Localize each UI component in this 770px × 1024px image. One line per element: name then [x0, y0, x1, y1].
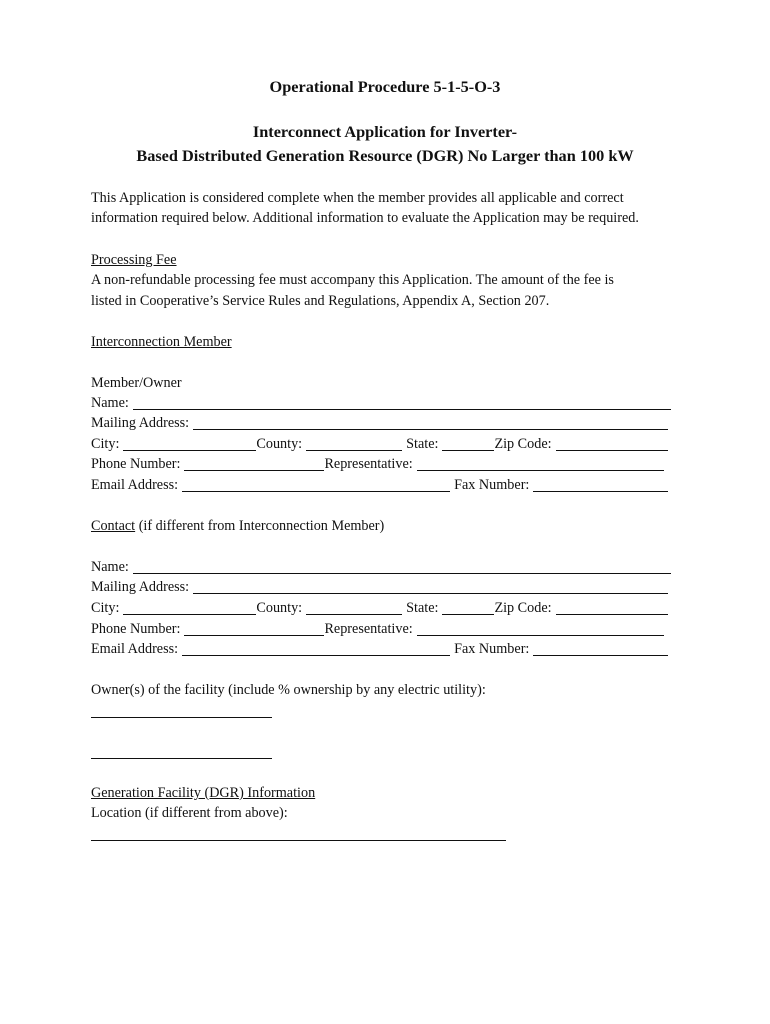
member-representative-field[interactable] — [417, 456, 664, 471]
contact-phone-field[interactable] — [184, 621, 324, 636]
representative-label: Representative: — [324, 621, 413, 637]
location-label: Location (if different from above): — [91, 805, 288, 821]
owner-field-2[interactable] — [91, 758, 272, 759]
contact-phone-row — [91, 619, 671, 639]
title-line-2: Based Distributed Generation Resource (DGR) No Larger than 100 kW — [136, 146, 634, 165]
email-label: Email Address: — [91, 641, 179, 657]
member-mailing-address-field[interactable] — [193, 415, 668, 430]
owner-field-1[interactable] — [91, 717, 272, 718]
contact-representative-field[interactable] — [417, 621, 664, 636]
county-label: County: — [256, 600, 303, 616]
member-owner-subheading: Member/Owner — [91, 375, 182, 391]
owners-label: Owner(s) of the facility (include % ownership by any electric utility): — [91, 682, 486, 698]
contact-address-row — [91, 577, 671, 597]
member-state-field[interactable] — [442, 436, 494, 451]
intro-line-2: information required below. Additional information to evaluate the Application may be required. — [91, 210, 639, 226]
representative-label: Representative: — [324, 456, 413, 472]
member-name-field[interactable] — [133, 395, 671, 410]
phone-label: Phone Number: — [91, 456, 181, 472]
member-fax-field[interactable] — [533, 477, 668, 492]
contact-heading-label: Contact — [91, 518, 136, 534]
city-label: City: — [91, 436, 120, 452]
contact-mailing-address-field[interactable] — [193, 579, 668, 594]
contact-state-field[interactable] — [442, 600, 494, 615]
member-city-field[interactable] — [123, 436, 256, 451]
contact-email-row — [91, 639, 671, 659]
contact-heading — [91, 516, 384, 536]
contact-name-field[interactable] — [133, 559, 671, 574]
processing-fee-line-1: A non-refundable processing fee must accompany this Application. The amount of the fee is — [91, 272, 614, 288]
fax-label: Fax Number: — [454, 477, 530, 493]
member-phone-field[interactable] — [184, 456, 324, 471]
processing-fee-line-2: listed in Cooperative’s Service Rules and Regulations, Appendix A, Section 207. — [91, 293, 550, 309]
member-address-row — [91, 413, 671, 433]
member-zip-field[interactable] — [556, 436, 668, 451]
contact-county-field[interactable] — [306, 600, 402, 615]
procedure-number: Operational Procedure 5-1-5-O-3 — [269, 77, 501, 96]
zip-label: Zip Code: — [494, 600, 552, 616]
interconnection-member-heading: Interconnection Member — [91, 334, 232, 350]
name-label: Name: — [91, 395, 129, 411]
city-label: City: — [91, 600, 120, 616]
processing-fee-heading: Processing Fee — [91, 252, 177, 268]
contact-email-field[interactable] — [182, 641, 450, 656]
member-email-row — [91, 475, 671, 495]
contact-heading-note: (if different from Interconnection Member) — [135, 518, 385, 534]
location-field[interactable] — [91, 840, 506, 841]
name-label: Name: — [91, 559, 129, 575]
title-line-1: Interconnect Application for Inverter- — [252, 122, 518, 141]
generation-facility-heading: Generation Facility (DGR) Information — [91, 785, 316, 801]
fax-label: Fax Number: — [454, 641, 530, 657]
state-label: State: — [406, 436, 439, 452]
county-label: County: — [256, 436, 303, 452]
contact-name-row — [91, 557, 671, 577]
state-label: State: — [406, 600, 439, 616]
member-phone-row — [91, 454, 671, 474]
member-county-field[interactable] — [306, 436, 402, 451]
contact-zip-field[interactable] — [556, 600, 668, 615]
contact-fax-field[interactable] — [533, 641, 668, 656]
mailing-address-label: Mailing Address: — [91, 415, 190, 431]
email-label: Email Address: — [91, 477, 179, 493]
zip-label: Zip Code: — [494, 436, 552, 452]
member-email-field[interactable] — [182, 477, 450, 492]
member-city-row — [91, 434, 671, 454]
phone-label: Phone Number: — [91, 621, 181, 637]
contact-city-field[interactable] — [123, 600, 256, 615]
intro-line-1: This Application is considered complete when the member provides all applicable and correct — [91, 190, 624, 206]
mailing-address-label: Mailing Address: — [91, 579, 190, 595]
member-name-row — [91, 393, 671, 413]
contact-city-row — [91, 598, 671, 618]
